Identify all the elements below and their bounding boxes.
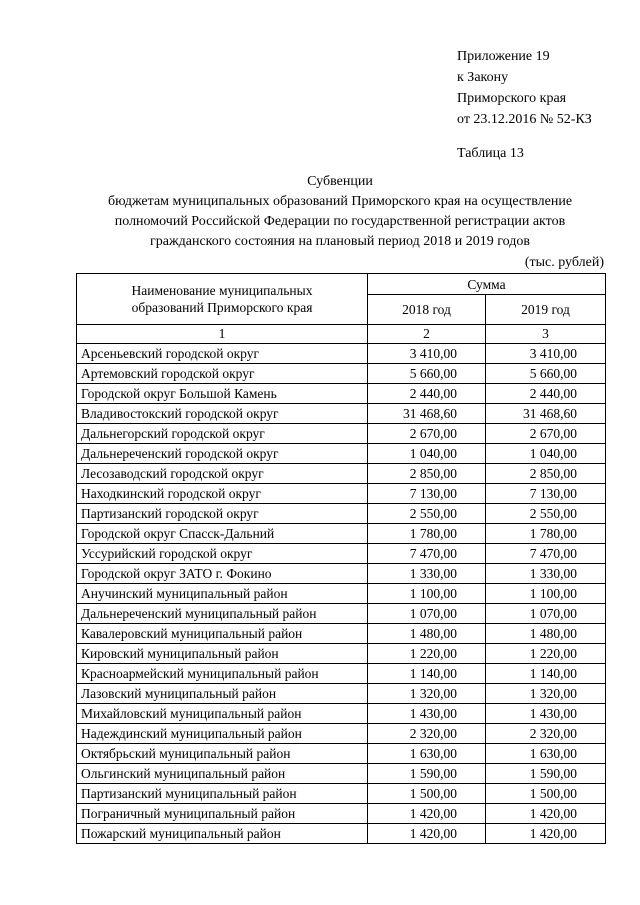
- municipality-name: Пограничный муниципальный район: [77, 804, 368, 824]
- table-row: [77, 504, 606, 524]
- municipality-name: Владивостокский городской округ: [77, 404, 368, 424]
- table-row: [77, 764, 606, 784]
- amount-2018: 1 420,00: [368, 824, 486, 844]
- header-name-line2: образований Приморского края: [131, 300, 313, 315]
- amount-2018: 1 590,00: [368, 764, 486, 784]
- amount-2018: 1 480,00: [368, 624, 486, 644]
- document-title: [60, 172, 620, 252]
- appendix-header: [457, 46, 592, 130]
- table-row: [77, 644, 606, 664]
- header-2019: 2019 год: [486, 295, 606, 325]
- appendix-line: к Закону: [457, 70, 509, 85]
- amount-2018: 1 780,00: [368, 524, 486, 544]
- amount-2019: 1 630,00: [486, 744, 606, 764]
- amount-2018: 1 430,00: [368, 704, 486, 724]
- table-row: [77, 564, 606, 584]
- amount-2019: 3 410,00: [486, 344, 606, 364]
- subsidies-table: [76, 273, 606, 844]
- table-row: [77, 824, 606, 844]
- amount-2019: 1 420,00: [486, 824, 606, 844]
- amount-2019: 2 670,00: [486, 424, 606, 444]
- table-row: [77, 624, 606, 644]
- units-label: (тыс. рублей): [524, 255, 604, 270]
- amount-2019: 7 130,00: [486, 484, 606, 504]
- municipality-name: Городской округ Спасск-Дальний: [77, 524, 368, 544]
- municipality-name: Артемовский городской округ: [77, 364, 368, 384]
- appendix-line: от 23.12.2016 № 52-КЗ: [457, 112, 592, 127]
- amount-2019: 1 220,00: [486, 644, 606, 664]
- municipality-name: Партизанский городской округ: [77, 504, 368, 524]
- municipality-name: Арсеньевский городской округ: [77, 344, 368, 364]
- municipality-name: Анучинский муниципальный район: [77, 584, 368, 604]
- amount-2018: 1 320,00: [368, 684, 486, 704]
- header-name: [77, 274, 368, 325]
- municipality-name: Дальнегорский городской округ: [77, 424, 368, 444]
- column-number: 2: [368, 325, 486, 344]
- column-number: 1: [77, 325, 368, 344]
- table-body: [77, 344, 606, 844]
- municipality-name: Дальнереченский муниципальный район: [77, 604, 368, 624]
- table-row: [77, 524, 606, 544]
- appendix-line: Приморского края: [457, 91, 567, 106]
- amount-2019: 2 320,00: [486, 724, 606, 744]
- title-line: полномочий Российской Федерации по государственной регистрации актов: [114, 214, 566, 229]
- header-2018: 2018 год: [368, 295, 486, 325]
- appendix-line: Приложение 19: [457, 49, 550, 64]
- municipality-name: Надеждинский муниципальный район: [77, 724, 368, 744]
- amount-2018: 1 100,00: [368, 584, 486, 604]
- table-row: [77, 424, 606, 444]
- table-row: [77, 684, 606, 704]
- amount-2019: 1 100,00: [486, 584, 606, 604]
- table-row: [77, 724, 606, 744]
- table-row: [77, 664, 606, 684]
- municipality-name: Находкинский городской округ: [77, 484, 368, 504]
- amount-2018: 1 140,00: [368, 664, 486, 684]
- amount-2018: 7 470,00: [368, 544, 486, 564]
- amount-2018: 2 320,00: [368, 724, 486, 744]
- table-row: [77, 544, 606, 564]
- amount-2018: 2 850,00: [368, 464, 486, 484]
- municipality-name: Партизанский муниципальный район: [77, 784, 368, 804]
- municipality-name: Октябрьский муниципальный район: [77, 744, 368, 764]
- amount-2018: 1 070,00: [368, 604, 486, 624]
- amount-2018: 2 550,00: [368, 504, 486, 524]
- table-row: [77, 604, 606, 624]
- amount-2018: 1 330,00: [368, 564, 486, 584]
- header-name-line1: Наименование муниципальных: [131, 283, 313, 298]
- table-row: [77, 404, 606, 424]
- header-sum: Сумма: [368, 274, 606, 295]
- municipality-name: Ольгинский муниципальный район: [77, 764, 368, 784]
- amount-2018: 2 670,00: [368, 424, 486, 444]
- amount-2019: 1 780,00: [486, 524, 606, 544]
- amount-2018: 1 040,00: [368, 444, 486, 464]
- table-row: [77, 464, 606, 484]
- amount-2018: 7 130,00: [368, 484, 486, 504]
- title-line: гражданского состояния на плановый период 2018 и 2019 годов: [150, 234, 530, 249]
- amount-2018: 1 420,00: [368, 804, 486, 824]
- amount-2018: 1 630,00: [368, 744, 486, 764]
- amount-2019: 2 850,00: [486, 464, 606, 484]
- amount-2019: 31 468,60: [486, 404, 606, 424]
- amount-2018: 1 220,00: [368, 644, 486, 664]
- amount-2019: 1 070,00: [486, 604, 606, 624]
- municipality-name: Городской округ ЗАТО г. Фокино: [77, 564, 368, 584]
- amount-2019: 1 590,00: [486, 764, 606, 784]
- amount-2019: 5 660,00: [486, 364, 606, 384]
- amount-2019: 1 420,00: [486, 804, 606, 824]
- table-row: [77, 444, 606, 464]
- municipality-name: Дальнереченский городской округ: [77, 444, 368, 464]
- table-row: [77, 364, 606, 384]
- table-row: [77, 784, 606, 804]
- municipality-name: Михайловский муниципальный район: [77, 704, 368, 724]
- amount-2019: 1 330,00: [486, 564, 606, 584]
- amount-2018: 31 468,60: [368, 404, 486, 424]
- amount-2019: 1 500,00: [486, 784, 606, 804]
- table-row: [77, 804, 606, 824]
- municipality-name: Кировский муниципальный район: [77, 644, 368, 664]
- table-row: [77, 484, 606, 504]
- municipality-name: Городской округ Большой Камень: [77, 384, 368, 404]
- municipality-name: Пожарский муниципальный район: [77, 824, 368, 844]
- municipality-name: Лесозаводский городской округ: [77, 464, 368, 484]
- table-row: [77, 704, 606, 724]
- amount-2018: 5 660,00: [368, 364, 486, 384]
- amount-2019: 1 040,00: [486, 444, 606, 464]
- amount-2019: 2 550,00: [486, 504, 606, 524]
- amount-2019: 1 430,00: [486, 704, 606, 724]
- table-row: [77, 384, 606, 404]
- table-row: [77, 584, 606, 604]
- amount-2019: 1 480,00: [486, 624, 606, 644]
- amount-2018: 1 500,00: [368, 784, 486, 804]
- amount-2019: 1 320,00: [486, 684, 606, 704]
- municipality-name: Кавалеровский муниципальный район: [77, 624, 368, 644]
- amount-2019: 2 440,00: [486, 384, 606, 404]
- title-line: Субвенции: [307, 174, 373, 189]
- column-number: 3: [486, 325, 606, 344]
- amount-2018: 3 410,00: [368, 344, 486, 364]
- municipality-name: Лазовский муниципальный район: [77, 684, 368, 704]
- title-line: бюджетам муниципальных образований Приморского края на осуществление: [107, 194, 573, 209]
- municipality-name: Красноармейский муниципальный район: [77, 664, 368, 684]
- table-row: [77, 744, 606, 764]
- amount-2019: 1 140,00: [486, 664, 606, 684]
- table-number: Таблица 13: [457, 146, 524, 161]
- amount-2019: 7 470,00: [486, 544, 606, 564]
- table-row: [77, 344, 606, 364]
- amount-2018: 2 440,00: [368, 384, 486, 404]
- municipality-name: Уссурийский городской округ: [77, 544, 368, 564]
